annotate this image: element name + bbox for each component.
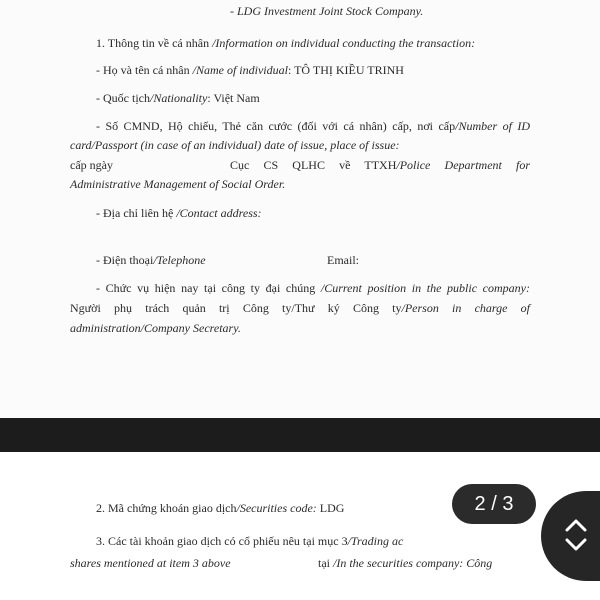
section-1-heading: 1. Thông tin về cá nhân /Information on individual conducting the transaction:: [96, 36, 476, 50]
name-field: - Họ và tên cá nhân /Name of individual: TÔ THỊ KIỀU TRINH: [96, 63, 404, 77]
section-3-line2: shares mentioned at item 3 above: [70, 556, 231, 570]
section-3-heading: 3. Các tài khoản giao dịch có cổ phiếu nêu tại mục 3/Trading ac: [96, 534, 404, 548]
address-field: - Địa chỉ liên hệ /Contact address:: [96, 206, 262, 220]
document-page-2: [0, 452, 600, 600]
nationality-field: - Quốc tịch/Nationality: Việt Nam: [96, 91, 260, 105]
email-field: Email:: [327, 253, 359, 267]
page-indicator: 2 / 3: [452, 484, 536, 524]
issue-place: Cục CS QLHC về TTXH/Police Department for: [230, 158, 531, 172]
page-separator: [0, 418, 600, 452]
position-field: - Chức vụ hiện nay tại công ty đại chúng /Current position in the public company:: [96, 281, 530, 295]
id-field: - Số CMND, Hộ chiếu, Thẻ căn cước (đối với cá nhân) cấp, nơi cấp/Number of ID: [96, 119, 531, 133]
phone-field: - Điện thoại/Telephone: [96, 253, 206, 267]
company-line: - LDG Investment Joint Stock Company.: [230, 4, 424, 18]
id-field-line2: card/Passport (in case of an individual) date of issue, place of issue:: [70, 138, 400, 152]
position-value: Người phụ trách quản trị Công ty/Thư ký Công ty/Person in charge of: [70, 301, 531, 315]
section-2-heading: 2. Mã chứng khoán giao dịch/Securities code: LDG: [96, 501, 345, 515]
section-3-line2-right: tại /In the securities company: Công: [318, 556, 493, 570]
issue-date-label: cấp ngày: [70, 158, 113, 172]
position-value-line2: administration/Company Secretary.: [70, 321, 241, 335]
issue-place-line2: Administrative Management of Social Order.: [70, 177, 286, 191]
chevron-up-down-icon: [561, 515, 591, 555]
